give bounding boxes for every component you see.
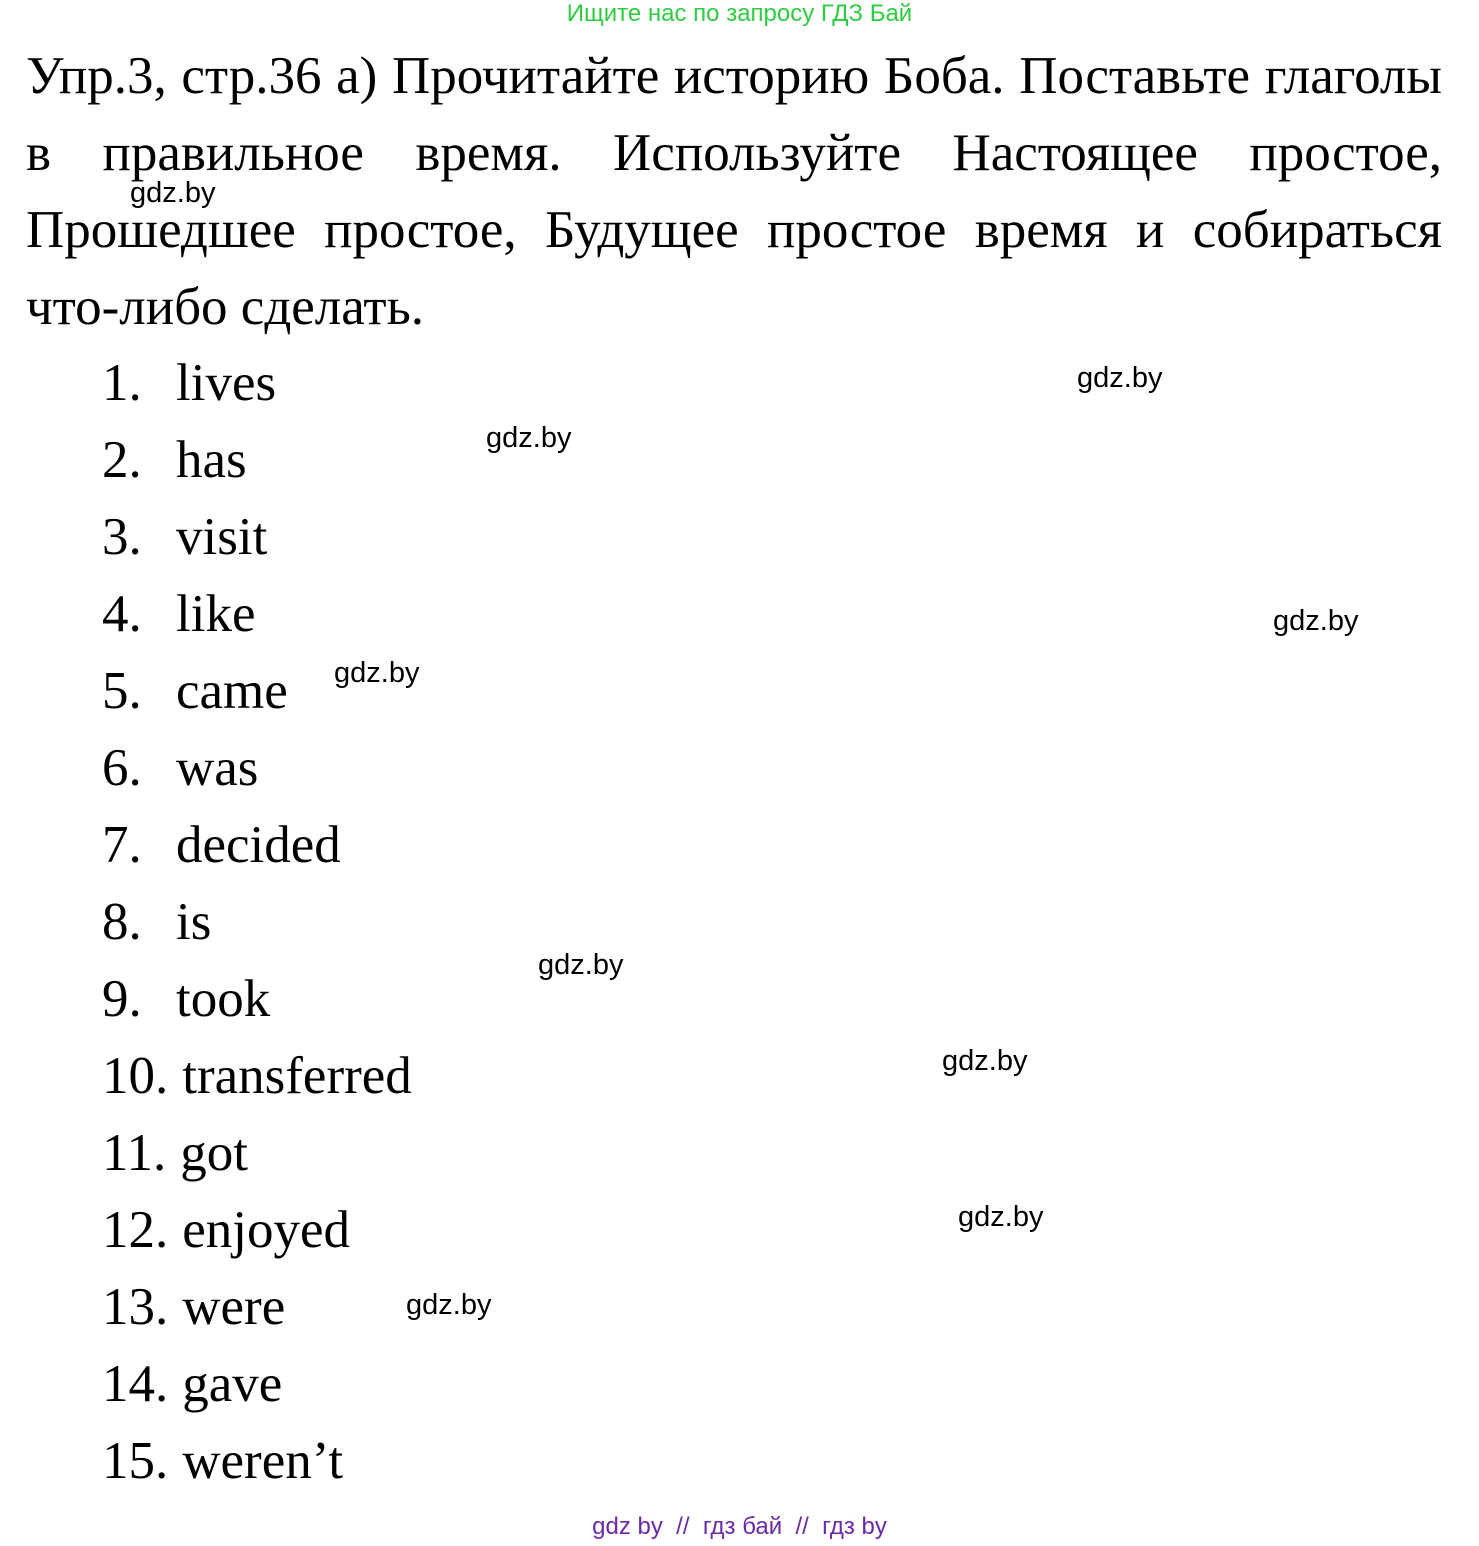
answer-item bbox=[102, 653, 288, 730]
answer-item bbox=[102, 345, 276, 422]
answer-word: transferred bbox=[182, 1047, 412, 1105]
answer-number: 13. bbox=[102, 1278, 169, 1336]
answer-item bbox=[102, 422, 247, 499]
answer-number: 11. bbox=[102, 1124, 167, 1182]
answer-word: weren’t bbox=[182, 1432, 344, 1490]
answer-word: gave bbox=[182, 1355, 283, 1413]
answer-item bbox=[102, 1423, 343, 1500]
answer-item bbox=[102, 1192, 350, 1269]
watermark: gdz.by bbox=[334, 657, 420, 689]
answer-item bbox=[102, 1269, 285, 1346]
answer-word: took bbox=[176, 970, 271, 1028]
answer-item bbox=[102, 1346, 282, 1423]
answer-item bbox=[102, 1115, 248, 1192]
watermark: gdz.by bbox=[538, 949, 624, 981]
answer-number: 9. bbox=[102, 970, 142, 1028]
answer-item bbox=[102, 961, 270, 1038]
answer-item bbox=[102, 1038, 412, 1115]
answer-number: 2. bbox=[102, 431, 142, 489]
answer-item bbox=[102, 576, 255, 653]
answer-word: lives bbox=[176, 354, 277, 412]
exercise-instructions: Упр.3, стр.36 а) Прочитайте историю Боба. Поставьте глаголы в правильное время. Используйте Настоящее простое, Прошедшее простое, Будущее простое время и собираться что-либо сделать. bbox=[26, 47, 1442, 336]
watermark: gdz.by bbox=[406, 1289, 492, 1321]
answer-word: got bbox=[180, 1124, 249, 1182]
watermark: gdz.by bbox=[942, 1045, 1028, 1077]
answer-number: 10. bbox=[102, 1047, 169, 1105]
watermark: gdz.by bbox=[130, 177, 216, 209]
answer-number: 5. bbox=[102, 662, 142, 720]
answer-number: 7. bbox=[102, 816, 142, 874]
watermark: gdz.by bbox=[486, 422, 572, 454]
answer-number: 3. bbox=[102, 508, 142, 566]
footer-links: gdz by // гдз бай // гдз by bbox=[592, 1513, 887, 1540]
answer-number: 12. bbox=[102, 1201, 169, 1259]
answer-word: like bbox=[176, 585, 256, 643]
top-banner: Ищите нас по запросу ГДЗ Бай bbox=[566, 0, 913, 27]
answer-word: was bbox=[176, 739, 259, 797]
watermark: gdz.by bbox=[958, 1201, 1044, 1233]
answer-item bbox=[102, 884, 211, 961]
answer-number: 4. bbox=[102, 585, 142, 643]
answer-number: 8. bbox=[102, 893, 142, 951]
answer-word: visit bbox=[176, 508, 268, 566]
answer-number: 15. bbox=[102, 1432, 169, 1490]
answer-word: came bbox=[176, 662, 288, 720]
answer-word: enjoyed bbox=[182, 1201, 351, 1259]
answer-item bbox=[102, 807, 341, 884]
answer-word: decided bbox=[176, 816, 341, 874]
answer-number: 1. bbox=[102, 354, 142, 412]
answer-item bbox=[102, 499, 267, 576]
answer-word: has bbox=[176, 431, 247, 489]
answer-word: were bbox=[182, 1278, 286, 1336]
watermark: gdz.by bbox=[1077, 362, 1163, 394]
answer-number: 14. bbox=[102, 1355, 169, 1413]
answer-number: 6. bbox=[102, 739, 142, 797]
answer-word: is bbox=[176, 893, 212, 951]
answer-item bbox=[102, 730, 258, 807]
watermark: gdz.by bbox=[1273, 605, 1359, 637]
